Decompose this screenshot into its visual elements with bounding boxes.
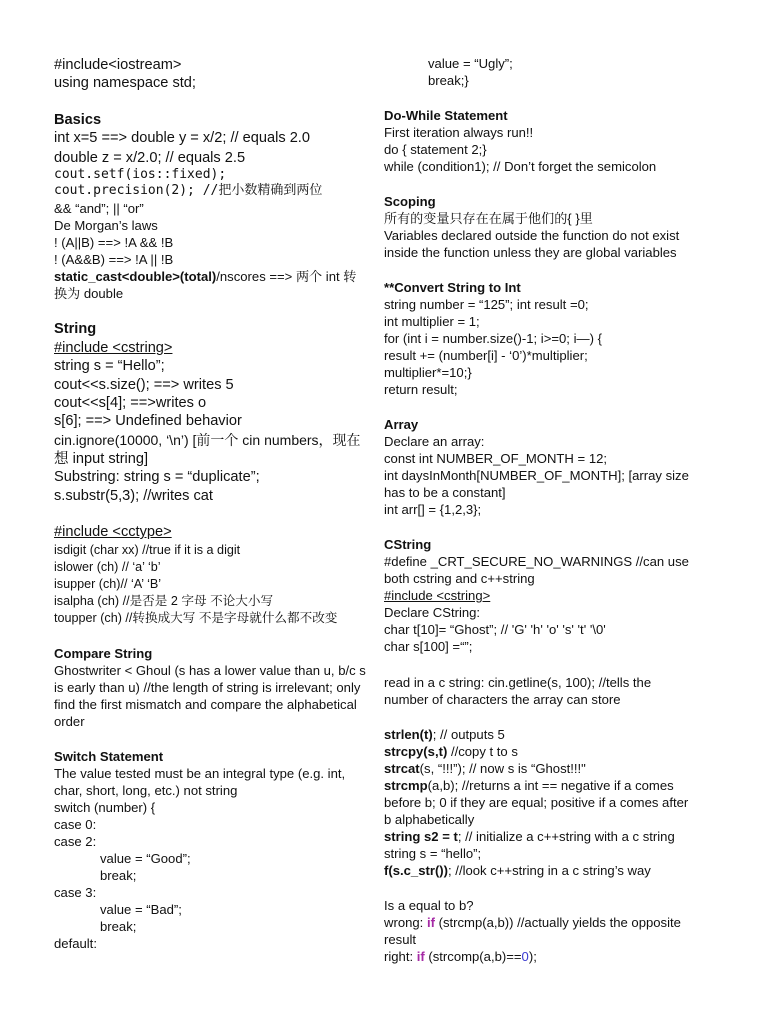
switch-break-end: break;} [428, 73, 469, 88]
func-c-str [384, 863, 651, 878]
c-str-note: ; //look c++string in a c string’s way [448, 863, 651, 878]
cstring-line-4: char t[10]= “Ghost”; // 'G' 'h' 'o' 's' 't' '\0' [384, 622, 606, 637]
dowhile-line-2: do { statement 2;} [384, 142, 487, 157]
convert-heading: **Convert String to Int [384, 280, 521, 295]
strcat-note: (s, “!!!”); // now s is “Ghost!!!" [419, 761, 586, 776]
switch-default: default: [54, 936, 97, 951]
func-strcmp [384, 778, 674, 793]
array-line-3: int daysInMonth[NUMBER_OF_MONTH]; [array size [384, 468, 689, 483]
string-heading: String [54, 321, 97, 337]
cstring-getline-2: number of characters the array can store [384, 692, 621, 707]
switch-case-0: case 0: [54, 817, 97, 832]
include-cstring: #include <cstring> [54, 340, 173, 356]
basics-line-precision: cout.precision(2); //把小数精确到两位 [54, 183, 323, 198]
strcat-code: strcat [384, 761, 420, 776]
array-line-5: int arr[] = {1,2,3}; [384, 502, 482, 517]
strcpy-note: //copy t to s [447, 744, 518, 759]
compare-line-4: order [54, 714, 85, 729]
func-strlen [384, 727, 505, 742]
compare-line-2: is early than u) //the length of string is irrelevant; only [54, 680, 361, 695]
string-line-size: cout<<s.size(); ==> writes 5 [54, 377, 234, 393]
string-line-ignore-cont: 想 input string] [54, 451, 149, 467]
cstring-line-1: #define _CRT_SECURE_NO_WARNINGS //can use [384, 554, 689, 569]
c-str-code: f(s.c_str()) [384, 863, 449, 878]
basics-line-double-z: double z = x/2.0; // equals 2.5 [54, 150, 246, 166]
strlen-code: strlen(t) [384, 727, 433, 742]
if-keyword-2: if [416, 949, 425, 964]
strlen-note: ; // outputs 5 [432, 727, 505, 742]
array-line-1: Declare an array: [384, 434, 485, 449]
switch-break-2: break; [100, 919, 137, 934]
cctype-isdigit: isdigit (char xx) //true if it is a digit [54, 543, 241, 557]
cstring-line-3: Declare CString: [384, 605, 481, 620]
right-code: (strcomp(a,b)== [424, 949, 522, 964]
compare-line-1: Ghostwriter < Ghoul (s has a lower value than u, b/c s [54, 663, 366, 678]
s2-code: string s2 = t [384, 829, 458, 844]
equal-question: Is a equal to b? [384, 898, 474, 913]
scoping-line-1: 所有的变量只存在在属于他们的{ }里 [384, 211, 593, 226]
switch-line-1: The value tested must be an integral type (e.g. int, [54, 766, 346, 781]
cstring-line-2: both cstring and c++string [384, 571, 535, 586]
cctype-islower: islower (ch) // ‘a’ ‘b’ [54, 560, 161, 574]
wrong-label: wrong: [384, 915, 427, 930]
switch-line-3: switch (number) { [54, 800, 156, 815]
basics-line-static-cast-cont: 换为 double [54, 286, 124, 301]
zero-literal: 0 [521, 949, 529, 964]
basics-line-demorgan: De Morgan’s laws [54, 218, 158, 233]
compare-line-3: find the first mismatch and compare the alphabetical [54, 697, 357, 712]
cctype-toupper: toupper (ch) //转换成大写 不是字母就什么都不改变 [54, 611, 338, 625]
right-code-end: ); [528, 949, 537, 964]
cstring-include: #include <cstring> [384, 588, 491, 603]
switch-value-bad: value = “Bad”; [100, 902, 182, 917]
strcpy-code: strcpy(s,t) [384, 744, 448, 759]
strcmp-note: (a,b); //returns a int == negative if a comes [427, 778, 674, 793]
wrong-code: (strcmp(a,b)) //actually yields the opposite [434, 915, 681, 930]
func-string-s2 [384, 829, 675, 844]
func-strcmp-cont-1: before b; 0 if they are equal; positive if a comes after [384, 795, 689, 810]
basics-heading: Basics [54, 112, 102, 128]
cstring-getline-1: read in a c string: cin.getline(s, 100); //tells the [384, 675, 652, 690]
cstring-line-5: char s[100] =“”; [384, 639, 473, 654]
compare-string-heading: Compare String [54, 646, 153, 661]
scoping-heading: Scoping [384, 194, 436, 209]
switch-heading: Switch Statement [54, 749, 164, 764]
string-line-substr: s.substr(5,3); //writes cat [54, 488, 213, 504]
switch-break-1: break; [100, 868, 137, 883]
cstring-heading: CString [384, 537, 432, 552]
switch-case-3: case 3: [54, 885, 97, 900]
func-strcat [384, 761, 586, 776]
string-line-ignore: cin.ignore(10000, ‘\n’) [前一个 cin numbers，现在 [54, 432, 361, 448]
dowhile-line-3: while (condition1); // Don’t forget the semicolon [384, 159, 657, 174]
equal-right-line [384, 949, 537, 964]
switch-value-good: value = “Good”; [100, 851, 191, 866]
if-keyword-1: if [426, 915, 435, 930]
convert-line-5: multiplier*=10;} [384, 365, 472, 380]
convert-line-6: return result; [384, 382, 458, 397]
scoping-line-3: inside the function unless they are global variables [384, 245, 677, 260]
func-strcmp-cont-2: b alphabetically [384, 812, 475, 827]
basics-line-static-cast [54, 269, 356, 284]
cctype-isupper: isupper (ch)// ‘A’ ‘B’ [54, 577, 162, 591]
array-heading: Array [384, 417, 419, 432]
cctype-isalpha: isalpha (ch) //是否是 2 字母 不论大小写 [54, 594, 274, 608]
func-strcpy [384, 744, 518, 759]
switch-value-ugly: value = “Ugly”; [428, 56, 513, 71]
basics-line-int-double: int x=5 ==> double y = x/2; // equals 2.0 [54, 130, 310, 146]
dowhile-line-1: First iteration always run!! [384, 125, 534, 140]
include-cctype: #include <cctype> [54, 524, 172, 540]
string-line-undefined: s[6]; ==> Undefined behavior [54, 413, 242, 429]
right-label: right: [384, 949, 417, 964]
equal-wrong-line [384, 915, 681, 930]
equal-wrong-cont: result [384, 932, 417, 947]
basics-line-and-or: && “and”; || “or” [54, 201, 144, 216]
convert-line-1: string number = “125”; int result =0; [384, 297, 589, 312]
switch-case-2: case 2: [54, 834, 97, 849]
string-line-index: cout<<s[4]; ==>writes o [54, 395, 207, 411]
convert-line-3: for (int i = number.size()-1; i>=0; i—) { [384, 331, 602, 346]
array-line-2: const int NUMBER_OF_MONTH = 12; [384, 451, 608, 466]
include-iostream: #include<iostream> [54, 57, 182, 73]
convert-line-4: result += (number[i] - ‘0’)*multiplier; [384, 348, 588, 363]
dowhile-heading: Do-While Statement [384, 108, 508, 123]
using-namespace-std: using namespace std; [54, 75, 196, 91]
strcmp-code: strcmp [384, 778, 428, 793]
s2-note: ; // initialize a c++string with a c string [457, 829, 675, 844]
array-line-4: has to be a constant] [384, 485, 506, 500]
func-string-hello: string s = “hello”; [384, 846, 482, 861]
convert-line-2: int multiplier = 1; [384, 314, 480, 329]
static-cast-code: static_cast<double>(total) [54, 269, 217, 284]
basics-line-setf: cout.setf(ios::fixed); [54, 167, 227, 182]
string-line-substring: Substring: string s = “duplicate”; [54, 469, 260, 485]
switch-line-2: char, short, long, etc.) not string [54, 783, 238, 798]
string-line-decl: string s = “Hello”; [54, 358, 165, 374]
basics-line-law2: ! (A&&B) ==> !A || !B [54, 252, 174, 267]
static-cast-note: /nscores ==> 两个 int 转 [216, 269, 357, 284]
basics-line-law1: ! (A||B) ==> !A && !B [54, 235, 174, 250]
scoping-line-2: Variables declared outside the function do not exist [384, 228, 680, 243]
